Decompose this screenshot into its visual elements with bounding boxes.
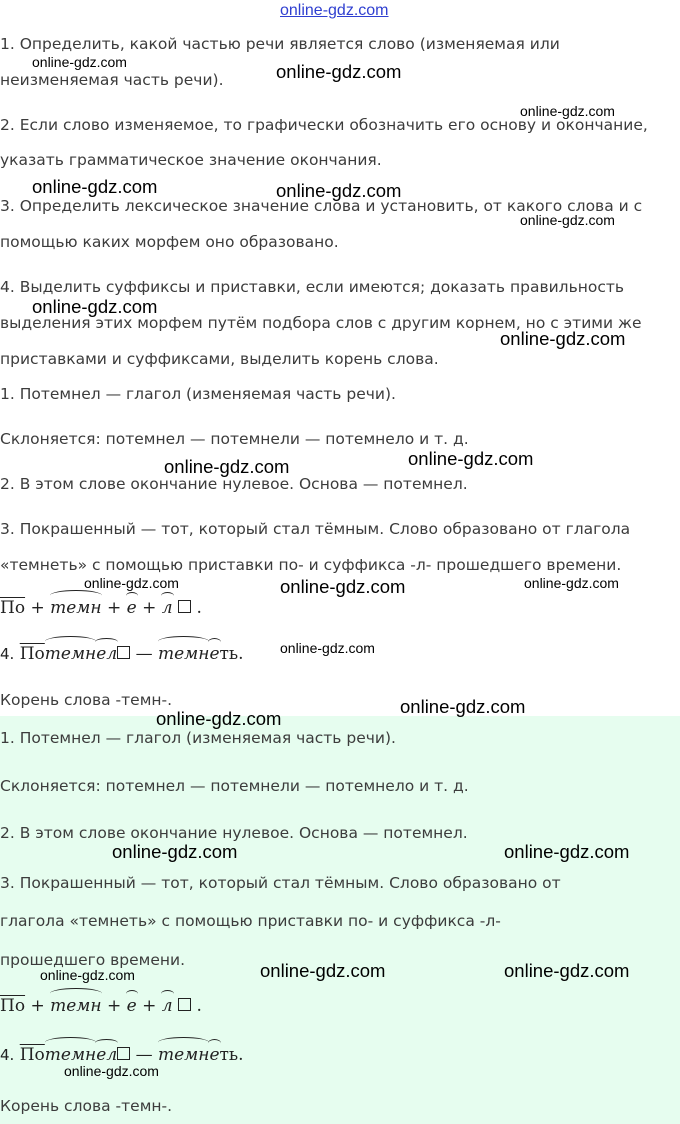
instruction-line: 1. Определить, какой частью речи является слово (изменяемая или [0,35,560,53]
watermark: online-gdz.com [276,61,402,82]
watermark: online-gdz.com [156,708,282,729]
suffix-mark: л [161,598,173,618]
answer-line: 1. Потемнел — глагол (изменяемая часть речи). [0,729,396,747]
answer-line: «темнеть» с помощью приставки по- и суффикса -л- прошедшего времени. [0,556,622,574]
answer-line: 2. В этом слове окончание нулевое. Основа — потемнел. [0,475,468,493]
plus-sign: + [107,996,122,1016]
answer-line: прошедшего времени. [0,951,186,969]
formula-dot: . [196,996,202,1016]
answer-line: Корень слова -темн-. [0,691,173,709]
zero-ending-icon [117,1047,130,1060]
answer-line: 3. Покрашенный — тот, который стал тёмным. Слово образовано от глагола [0,520,631,538]
watermark: online-gdz.com [164,456,290,477]
answer-line: Склоняется: потемнел — потемнели — потемнело и т. д. [0,777,469,795]
watermark: online-gdz.com [276,180,402,201]
zero-ending-icon [178,600,191,613]
ending: ть. [219,1045,244,1065]
watermark: online-gdz.com [260,960,386,981]
suffix-mark: е [126,996,137,1016]
ending: ть. [219,644,244,664]
watermark: online-gdz.com [84,575,179,591]
instruction-line: приставками и суффиксами, выделить корень слова. [0,350,439,368]
plus-sign: + [30,996,45,1016]
instruction-line: 2. Если слово изменяемое, то графически обозначить его основу и окончание, [0,116,648,134]
plus-sign: + [30,598,45,618]
root-mark: темн [50,996,102,1016]
answer-line: 2. В этом слове окончание нулевое. Основа — потемнел. [0,824,468,842]
plus-sign: + [107,598,122,618]
suffix-mark: е [209,1045,220,1065]
watermark: online-gdz.com [64,1063,159,1079]
instruction-line: 3. Определить лексическое значение слова и установить, от какого слова и с [0,197,643,215]
prefix-mark: По [19,644,45,664]
zero-ending-icon [117,646,130,659]
instruction-line: помощью каких морфем оно образовано. [0,233,339,251]
root-mark: темн [50,598,102,618]
plus-sign: + [142,598,157,618]
watermark: online-gdz.com [504,960,630,981]
watermark: online-gdz.com [32,296,158,317]
watermark: online-gdz.com [32,176,158,197]
watermark: online-gdz.com [504,841,630,862]
item-number: 4. [0,1046,15,1064]
watermark: online-gdz.com [40,967,135,983]
answer-line: Корень слова -темн-. [0,1097,173,1115]
morpheme-formula [0,996,202,1016]
watermark: online-gdz.com [32,54,127,70]
site-link[interactable]: online-gdz.com [280,2,389,19]
answer-line: Склоняется: потемнел — потемнели — потемнело и т. д. [0,430,469,448]
dash: — [135,644,153,664]
instruction-line: неизменяемая часть речи). [0,71,224,89]
answer-line: 1. Потемнел — глагол (изменяемая часть речи). [0,385,396,403]
answer-line: глагола «темнеть» с помощью приставки по- и суффикса -л- [0,912,501,930]
morpheme-formula [0,598,202,618]
word-analysis [0,1045,244,1065]
root-mark: темн [44,644,97,664]
answer-line: 3. Покрашенный — тот, который стал тёмным. Слово образовано от [0,874,561,892]
plus-sign: + [142,996,157,1016]
word-analysis [0,644,244,664]
watermark: online-gdz.com [280,640,375,656]
instruction-line: выделения этих морфем путём подбора слов с другим корнем, но с этими же [0,314,642,332]
prefix-mark: По [0,598,26,618]
zero-ending-icon [178,998,191,1011]
watermark: online-gdz.com [500,328,626,349]
root-mark: темн [157,1045,210,1065]
item-number: 4. [0,645,15,663]
watermark: online-gdz.com [112,841,238,862]
formula-dot: . [196,598,202,618]
instruction-line: 4. Выделить суффиксы и приставки, если имеются; доказать правильность [0,278,625,296]
dash: — [135,1045,153,1065]
suffix-mark: е [209,644,220,664]
prefix-mark: По [19,1045,45,1065]
root-mark: темн [157,644,210,664]
watermark: online-gdz.com [280,576,406,597]
watermark: online-gdz.com [524,575,619,591]
suffix-mark: л [161,996,173,1016]
root-mark: темн [44,1045,97,1065]
watermark: online-gdz.com [520,103,615,119]
instruction-line: указать грамматическое значение окончания. [0,151,382,169]
watermark: online-gdz.com [408,448,534,469]
prefix-mark: По [0,996,26,1016]
suffix-mark: ел [96,1045,118,1065]
watermark: online-gdz.com [520,212,615,228]
watermark: online-gdz.com [400,696,526,717]
suffix-mark: ел [96,644,118,664]
suffix-mark: е [126,598,137,618]
